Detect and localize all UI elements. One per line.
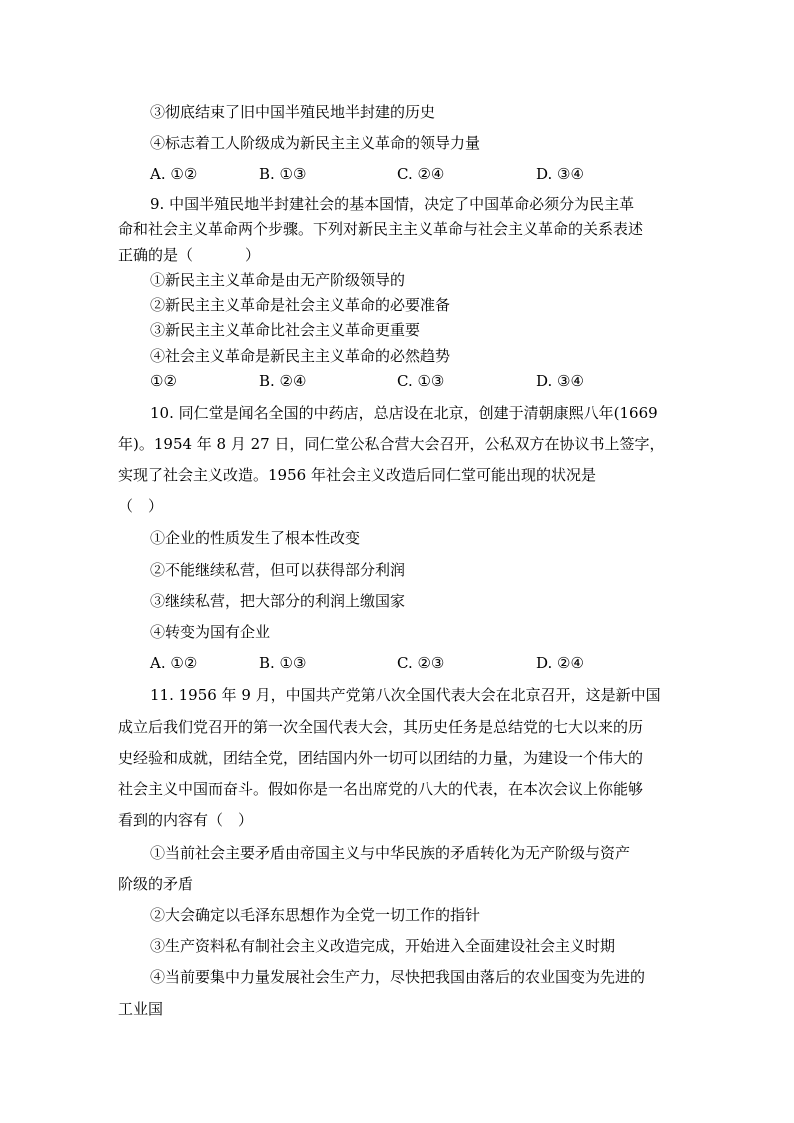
q10-stem-line-4: （ ） xyxy=(118,497,164,515)
q8-options xyxy=(150,164,650,184)
q11-stem-line-2: 成立后我们党召开的第一次全国代表大会，其历史任务是总结党的七大以来的历 xyxy=(118,718,644,736)
q10-stem-line-1: 10. 同仁堂是闻名全国的中药店，总店设在北京，创建于清朝康熙八年(1669 xyxy=(150,404,658,422)
q11-item-1-line-1: ①当前社会主要矛盾由帝国主义与中华民族的矛盾转化为无产阶级与资产 xyxy=(150,844,631,862)
q9-item-1: ①新民主主义革命是由无产阶级领导的 xyxy=(150,271,406,289)
q8-item-3: ③彻底结束了旧中国半殖民地半封建的历史 xyxy=(150,103,436,121)
q11-item-1-line-2: 阶级的矛盾 xyxy=(118,875,194,893)
q11-stem-line-3: 史经验和成就，团结全党，团结国内外一切可以团结的力量，为建设一个伟大的 xyxy=(118,749,644,767)
q9-options xyxy=(150,371,650,391)
q9-option-d: D. ③④ xyxy=(536,372,584,390)
q11-stem-line-1: 11. 1956 年 9 月，中国共产党第八次全国代表大会在北京召开，这是新中国 xyxy=(150,686,661,704)
q8-option-c: C. ②④ xyxy=(397,165,445,183)
q9-stem-line-1: 9. 中国半殖民地半封建社会的基本国情，决定了中国革命必须分为民主革 xyxy=(150,195,635,213)
q9-option-c: C. ①③ xyxy=(397,372,445,390)
q8-option-a: A. ①② xyxy=(150,165,198,183)
q10-stem-line-2: 年)。1954 年 8 月 27 日，同仁堂公私合营大会召开，公私双方在协议书上签字， xyxy=(118,435,665,453)
q8-item-4: ④标志着工人阶级成为新民主主义革命的领导力量 xyxy=(150,134,481,152)
q11-item-4-line-2: 工业国 xyxy=(118,1000,164,1018)
q10-option-c: C. ②③ xyxy=(397,654,445,672)
q10-options xyxy=(150,653,650,673)
q10-option-d: D. ②④ xyxy=(536,654,584,672)
q8-option-d: D. ③④ xyxy=(536,165,584,183)
q11-stem-line-5: 看到的内容有（ ） xyxy=(118,811,254,829)
q10-stem-line-3: 实现了社会主义改造。1956 年社会主义改造后同仁堂可能出现的状况是 xyxy=(118,466,596,484)
q9-item-3: ③新民主主义革命比社会主义革命更重要 xyxy=(150,321,421,339)
q9-stem-line-2: 命和社会主义革命两个步骤。下列对新民主主义革命与社会主义革命的关系表述 xyxy=(118,220,644,238)
q9-stem-suffix: ） xyxy=(245,246,261,264)
q9-item-4: ④社会主义革命是新民主主义革命的必然趋势 xyxy=(150,347,451,365)
q11-item-3: ③生产资料私有制社会主义改造完成，开始进入全面建设社会主义时期 xyxy=(150,937,616,955)
q10-item-4: ④转变为国有企业 xyxy=(150,623,271,641)
q9-stem-line-3 xyxy=(118,245,260,265)
q10-item-2: ②不能继续私营，但可以获得部分利润 xyxy=(150,561,406,579)
q10-option-b: B. ①③ xyxy=(259,654,307,672)
q9-item-2: ②新民主主义革命是社会主义革命的必要准备 xyxy=(150,296,451,314)
q9-option-b: B. ②④ xyxy=(259,372,307,390)
q11-stem-line-4: 社会主义中国而奋斗。假如你是一名出席党的八大的代表，在本次会议上你能够 xyxy=(118,780,644,798)
q10-item-1: ①企业的性质发生了根本性改变 xyxy=(150,529,361,547)
q9-stem-prefix: 正确的是（ xyxy=(118,246,194,264)
q8-option-b: B. ①③ xyxy=(259,165,307,183)
q9-option-a: ①② xyxy=(150,372,177,390)
q11-item-4-line-1: ④当前要集中力量发展社会生产力，尽快把我国由落后的农业国变为先进的 xyxy=(150,968,646,986)
q10-item-3: ③继续私营，把大部分的利润上缴国家 xyxy=(150,592,406,610)
q11-item-2: ②大会确定以毛泽东思想作为全党一切工作的指针 xyxy=(150,906,481,924)
q10-option-a: A. ①② xyxy=(150,654,198,672)
